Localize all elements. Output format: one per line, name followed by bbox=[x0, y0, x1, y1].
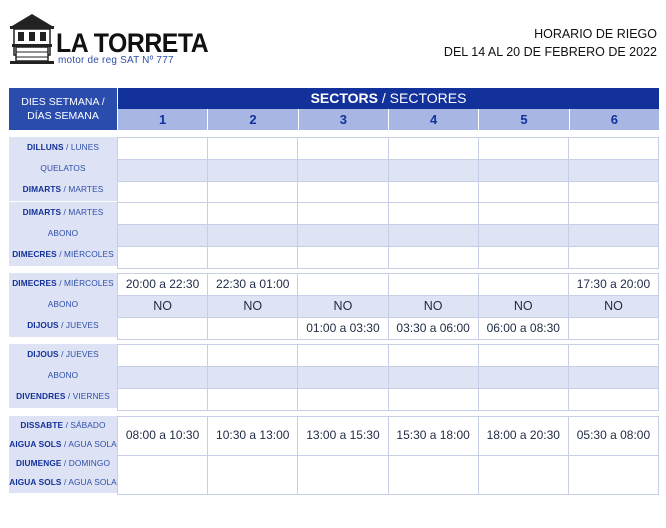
schedule-cell bbox=[117, 202, 208, 225]
schedule-cell bbox=[117, 224, 208, 247]
schedule-cell bbox=[388, 202, 479, 225]
schedule-cell bbox=[568, 202, 659, 225]
block-rows bbox=[118, 274, 659, 340]
day-label-bold: AIGUA SOLS bbox=[9, 476, 62, 487]
schedule-cell bbox=[297, 388, 388, 411]
block-rows bbox=[118, 203, 659, 269]
day-label bbox=[9, 249, 117, 259]
schedule-cell bbox=[117, 159, 208, 182]
schedule-cell bbox=[388, 388, 479, 411]
schedule-cell bbox=[568, 137, 659, 160]
schedule-cell bbox=[297, 159, 388, 182]
schedule-cell bbox=[297, 202, 388, 225]
day-label-text: / JUEVES bbox=[58, 319, 99, 330]
schedule-cell bbox=[207, 388, 298, 411]
schedule-cell bbox=[478, 455, 569, 495]
day-label-text: / MIÉRCOLES bbox=[56, 248, 114, 259]
schedule-cell: NO bbox=[388, 295, 479, 318]
table-row bbox=[118, 247, 659, 269]
schedule-cell bbox=[297, 181, 388, 204]
schedule-block bbox=[9, 273, 659, 337]
table-row bbox=[118, 225, 659, 247]
day-label bbox=[9, 163, 117, 173]
schedule-cell bbox=[388, 455, 479, 495]
schedule-cell bbox=[478, 181, 569, 204]
schedule-cell bbox=[207, 317, 298, 340]
schedule-block bbox=[9, 344, 659, 408]
block-rows bbox=[118, 138, 659, 204]
day-label-bold: DIMARTS bbox=[22, 206, 62, 217]
schedule-cell bbox=[568, 455, 659, 495]
day-label-text: / LUNES bbox=[63, 141, 100, 152]
day-label-bold: DIMECRES bbox=[12, 277, 57, 288]
schedule-cell: 01:00 a 03:30 bbox=[297, 317, 388, 340]
day-label bbox=[9, 458, 117, 468]
schedule-cell bbox=[117, 181, 208, 204]
brand-name: LA TORRETA bbox=[56, 28, 209, 58]
schedule-cell bbox=[117, 366, 208, 389]
schedule-cell bbox=[388, 246, 479, 269]
schedule-cell bbox=[207, 455, 298, 495]
day-label-bold: DIUMENGE bbox=[16, 457, 62, 468]
schedule-cell bbox=[478, 202, 569, 225]
schedule-cell bbox=[568, 344, 659, 367]
sectors-header-bold: SECTORS bbox=[310, 90, 378, 106]
table-row bbox=[118, 203, 659, 225]
days-header-line2: DÍAS SEMANA bbox=[27, 110, 99, 122]
schedule-cell bbox=[207, 202, 298, 225]
day-label-text: / JUEVES bbox=[58, 348, 99, 359]
schedule-cell bbox=[297, 344, 388, 367]
schedule-cell bbox=[568, 224, 659, 247]
sector-number: 4 bbox=[388, 109, 478, 130]
day-label-text: ABONO bbox=[47, 298, 79, 309]
day-label bbox=[9, 184, 117, 194]
sectors-header bbox=[118, 88, 659, 109]
schedule-cell bbox=[388, 224, 479, 247]
schedule-cell bbox=[207, 181, 298, 204]
table-row bbox=[118, 182, 659, 204]
day-label-bold: DIJOUS bbox=[27, 319, 59, 330]
schedule-cell: 10:30 a 13:00 bbox=[207, 416, 298, 456]
schedule-cell bbox=[568, 388, 659, 411]
day-label-bold: DIMARTS bbox=[22, 183, 62, 194]
table-row bbox=[118, 160, 659, 182]
schedule-cell bbox=[478, 344, 569, 367]
days-header-line1: DIES SETMANA / bbox=[21, 96, 105, 108]
schedule-cell bbox=[568, 317, 659, 340]
schedule-cell bbox=[207, 344, 298, 367]
days-header bbox=[9, 88, 117, 130]
schedule-block bbox=[9, 137, 659, 201]
tower-icon bbox=[8, 12, 56, 68]
schedule-cell bbox=[207, 137, 298, 160]
day-label bbox=[9, 207, 117, 217]
brand-subtitle: motor de reg SAT Nº 777 bbox=[58, 55, 174, 66]
schedule-cell bbox=[478, 137, 569, 160]
day-label-text: / DOMINGO bbox=[61, 457, 110, 468]
table-row bbox=[118, 417, 659, 456]
sector-number-row bbox=[118, 109, 659, 130]
day-label-text: / MARTES bbox=[61, 206, 104, 217]
day-column bbox=[9, 273, 117, 337]
schedule-cell bbox=[388, 181, 479, 204]
day-label-bold: AIGUA SOLS bbox=[9, 438, 62, 449]
schedule-cell bbox=[388, 366, 479, 389]
day-label-bold: DIVENDRES bbox=[16, 390, 66, 401]
sector-number: 6 bbox=[569, 109, 659, 130]
day-label-text: / SÁBADO bbox=[63, 419, 106, 430]
sectors-header-rest: / SECTORES bbox=[378, 90, 467, 106]
schedule-cell: 03:30 a 06:00 bbox=[388, 317, 479, 340]
day-label bbox=[9, 439, 117, 449]
day-column bbox=[9, 202, 117, 266]
day-label-text: ABONO bbox=[47, 369, 79, 380]
day-label bbox=[9, 228, 117, 238]
day-column bbox=[9, 416, 117, 493]
schedule-cell bbox=[117, 455, 208, 495]
table-row bbox=[118, 296, 659, 318]
sector-number: 2 bbox=[207, 109, 297, 130]
schedule-cell: NO bbox=[297, 295, 388, 318]
schedule-title-line1: HORARIO DE RIEGO bbox=[534, 27, 657, 41]
schedule-cell bbox=[117, 246, 208, 269]
schedule-cell: 17:30 a 20:00 bbox=[568, 273, 659, 296]
table-row bbox=[118, 345, 659, 367]
schedule-cell bbox=[478, 159, 569, 182]
schedule-cell bbox=[478, 366, 569, 389]
schedule-cell bbox=[568, 159, 659, 182]
schedule-cell bbox=[297, 455, 388, 495]
day-column bbox=[9, 137, 117, 201]
schedule-block bbox=[9, 202, 659, 266]
schedule-cell bbox=[297, 224, 388, 247]
sector-number: 1 bbox=[118, 109, 207, 130]
schedule-cell: 20:00 a 22:30 bbox=[117, 273, 208, 296]
sector-number: 5 bbox=[478, 109, 568, 130]
table-row bbox=[118, 367, 659, 389]
schedule-cell: 18:00 a 20:30 bbox=[478, 416, 569, 456]
schedule-cell: NO bbox=[207, 295, 298, 318]
day-label-bold: DIMECRES bbox=[12, 248, 57, 259]
block-rows bbox=[118, 417, 659, 495]
day-label-bold: DIJOUS bbox=[27, 348, 59, 359]
block-rows bbox=[118, 345, 659, 411]
schedule-cell: 22:30 a 01:00 bbox=[207, 273, 298, 296]
schedule-cell bbox=[388, 344, 479, 367]
schedule-cell bbox=[388, 159, 479, 182]
schedule-cell bbox=[297, 273, 388, 296]
schedule-cell bbox=[297, 366, 388, 389]
schedule-cell bbox=[568, 366, 659, 389]
schedule-cell bbox=[388, 273, 479, 296]
schedule-cell bbox=[207, 224, 298, 247]
day-label-text: QUELATOS bbox=[40, 162, 86, 173]
day-label-bold: DILLUNS bbox=[26, 141, 64, 152]
schedule-cell bbox=[388, 137, 479, 160]
schedule-cell bbox=[478, 224, 569, 247]
day-label-text: / MARTES bbox=[61, 183, 104, 194]
schedule-title bbox=[444, 25, 657, 61]
schedule-cell: NO bbox=[478, 295, 569, 318]
schedule-cell bbox=[297, 246, 388, 269]
schedule-cell bbox=[478, 273, 569, 296]
schedule-cell: NO bbox=[117, 295, 208, 318]
day-label bbox=[9, 299, 117, 309]
table-row bbox=[118, 138, 659, 160]
schedule-cell bbox=[207, 159, 298, 182]
schedule-cell bbox=[117, 388, 208, 411]
schedule-cell bbox=[568, 181, 659, 204]
day-label-text: ABONO bbox=[47, 227, 79, 238]
schedule-block bbox=[9, 416, 659, 493]
day-label bbox=[9, 477, 117, 487]
day-label-text: / AGUA SOLA bbox=[61, 476, 117, 487]
table-row bbox=[118, 318, 659, 340]
day-label-bold: DISSABTE bbox=[20, 419, 64, 430]
day-label-text: / MIÉRCOLES bbox=[56, 277, 114, 288]
schedule-cell bbox=[117, 317, 208, 340]
day-label bbox=[9, 370, 117, 380]
day-label bbox=[9, 420, 117, 430]
schedule-cell: NO bbox=[568, 295, 659, 318]
table-row bbox=[118, 389, 659, 411]
day-column bbox=[9, 344, 117, 408]
schedule-cell bbox=[117, 137, 208, 160]
schedule-cell bbox=[207, 366, 298, 389]
schedule-cell: 15:30 a 18:00 bbox=[388, 416, 479, 456]
schedule-title-line2: DEL 14 AL 20 DE FEBRERO DE 2022 bbox=[443, 45, 657, 59]
schedule-cell bbox=[297, 137, 388, 160]
schedule-cell bbox=[478, 388, 569, 411]
day-label bbox=[9, 391, 117, 401]
table-row bbox=[118, 456, 659, 495]
schedule-cell bbox=[568, 246, 659, 269]
day-label bbox=[9, 349, 117, 359]
day-label-text: / AGUA SOLA bbox=[61, 438, 117, 449]
schedule-cell: 13:00 a 15:30 bbox=[297, 416, 388, 456]
schedule-cell: 05:30 a 08:00 bbox=[568, 416, 659, 456]
day-label bbox=[9, 142, 117, 152]
schedule-cell: 06:00 a 08:30 bbox=[478, 317, 569, 340]
day-label bbox=[9, 320, 117, 330]
day-label-text: / VIERNES bbox=[65, 390, 110, 401]
day-label bbox=[9, 278, 117, 288]
table-row bbox=[118, 274, 659, 296]
sector-number: 3 bbox=[298, 109, 388, 130]
schedule-cell bbox=[117, 344, 208, 367]
schedule-cell: 08:00 a 10:30 bbox=[117, 416, 208, 456]
schedule-cell bbox=[207, 246, 298, 269]
schedule-cell bbox=[478, 246, 569, 269]
